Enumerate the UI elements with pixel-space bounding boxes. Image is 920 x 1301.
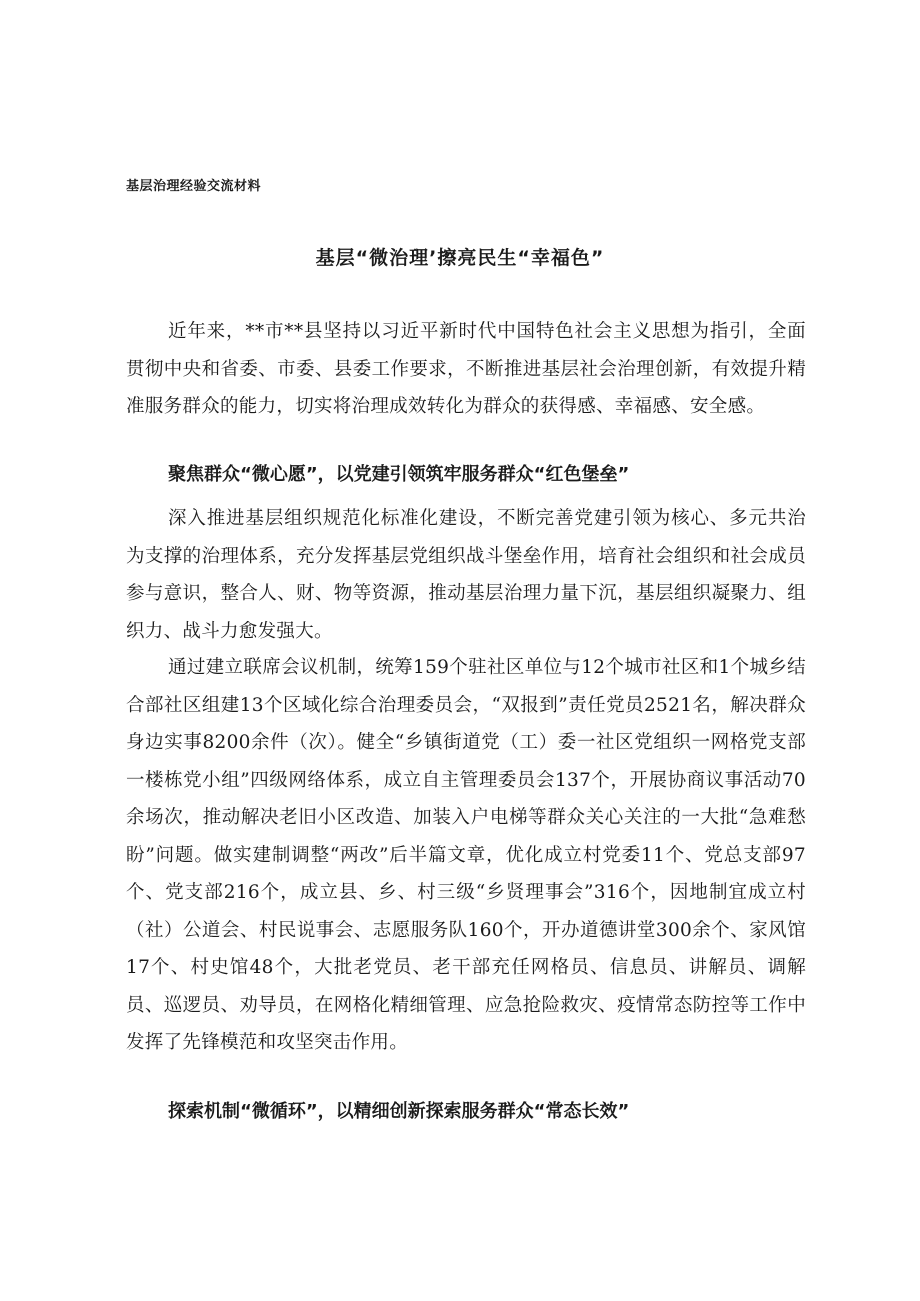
section-1-paragraph-1: 深入推进基层组织规范化标准化建设，不断完善党建引领为核心、多元共治为支撑的治理体系，充分发挥基层党组织战斗堡垒作用，培育社会组织和社会成员参与意识，整合人、财、物等资源，推动基层治理力量下沉，基层组织凝聚力、组织力、战斗力愈发强大。: [126, 508, 806, 642]
section-1-paragraph-2: 通过建立联席会议机制，统筹159个驻社区单位与12个城市社区和1个城乡结合部社区组建13个区域化综合治理委员会，“双报到”责任党员2521名，解决群众身边实事8200余件（次）。健全“乡镇街道党（工）委一社区党组织一网格党支部一楼栋党小组”四级网络体系，成立自主管理委员会137个，开展协商议事活动70余场次，推动解决老旧小区改造、加装入户电梯等群众关心关注的一大批“急难愁盼”问题。做实建制调整“两改”后半篇文章，优化成立村党委11个、党总支部97个、党支部216个，成立县、乡、村三级“乡贤理事会”316个，因地制宜成立村（社）公道会、村民说事会、志愿服务队160个，开办道德讲堂300余个、家风馆17个、村史馆48个，大批老党员、老干部充任网格员、信息员、讲解员、调解员、巡逻员、劝导员，在网格化精细管理、应急抢险救灾、疫情常态防控等工作中发挥了先锋模范和攻坚突击作用。: [126, 657, 806, 1053]
section-heading-2: 探索机制“微循环”，以精细创新探索服务群众“常态长效”: [168, 1101, 630, 1122]
section-heading-1: 聚焦群众“微心愿”，以党建引领筑牢服务群众“红色堡垒”: [168, 464, 630, 485]
document-title: 基层“微治理’擦亮民生“幸福色”: [315, 247, 605, 269]
document-category-label: 基层治理经验交流材料: [126, 179, 262, 194]
intro-paragraph: 近年来，**市**县坚持以习近平新时代中国特色社会主义思想为指引，全面贯彻中央和省委、市委、县委工作要求，不断推进基层社会治理创新，有效提升精准服务群众的能力，切实将治理成效转化为群众的获得感、幸福感、安全感。: [126, 321, 806, 417]
